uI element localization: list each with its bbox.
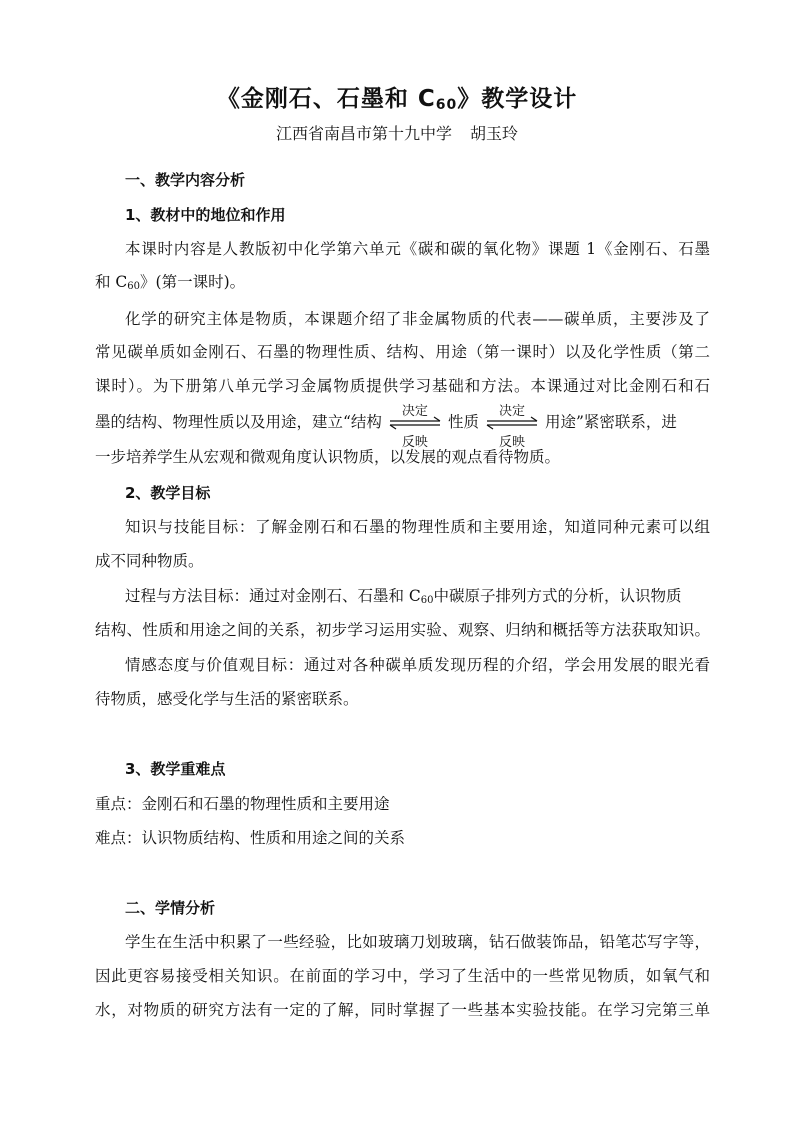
title-text-end: 》教学设计 [457,86,578,112]
paragraph-line-with-arrows: 墨的结构、物理性质以及用途，建立“结构 决定 反映 性质 决定 反映 用途”紧密联系，进 [95,404,677,450]
paragraph-line: 课时）。为下册第八单元学习金属物质提供学习基础和方法。本课通过对比金刚石和石 [95,377,710,395]
author-school: 江西省南昌市第十九中学 [275,124,452,143]
paragraph-line: 成不同种物质。 [95,552,204,570]
title-subscript: 60 [435,97,458,113]
paragraph-line: 本课时内容是人教版初中化学第六单元《碳和碳的氧化物》课题 1《金刚石、石墨 [125,240,710,258]
subheading-teaching-goals: 2、教学目标 [125,484,211,502]
paragraph-line: 化学的研究主体是物质，本课题介绍了非金属物质的代表——碳单质，主要涉及了 [125,310,710,328]
paragraph-line: 结构、性质和用途之间的关系，初步学习运用实验、观察、归纳和概括等方法获取知识。 [95,621,710,639]
author-line [0,121,794,144]
paragraph-line: 学生在生活中积累了一些经验，比如玻璃刀划玻璃，钻石做装饰品，铅笔芯写字等， [125,933,710,951]
paragraph-line: 一步培养学生从宏观和微观角度认识物质，以发展的观点看待物质。 [95,448,561,466]
subheading-key-points: 3、教学重难点 [125,760,226,778]
paragraph-line: 水，对物质的研究方法有一定的了解，同时掌握了一些基本实验技能。在学习完第三单 [95,1001,710,1019]
difficult-point-line: 难点：认识物质结构、性质和用途之间的关系 [95,829,406,847]
paragraph-line: 和 $C_{60}$》(第一课时)。 [95,273,246,292]
paragraph-line: 因此更容易接受相关知识。在前面的学习中，学习了生活中的一些常见物质，如氧气和 [95,967,710,985]
title-text: 《金刚石、石墨和 C [216,86,436,112]
double-arrow-icon: 决定 反映 [485,413,539,433]
section-heading-content-analysis: 一、教学内容分析 [125,171,246,189]
paragraph-line: 情感态度与价值观目标：通过对各种碳单质发现历程的介绍，学会用发展的眼光看 [125,656,710,674]
double-arrow-icon: 决定 反映 [388,413,442,433]
document-title [0,80,794,113]
paragraph-line: 过程与方法目标：通过对金刚石、石墨和 $C_{60}$中碳原子排列方式的分析，认识物质 [125,587,682,606]
section-heading-learner-analysis: 二、学情分析 [125,899,216,917]
paragraph-line: 常见碳单质如金刚石、石墨的物理性质、结构、用途（第一课时）以及化学性质（第二 [95,343,710,361]
key-point-line: 重点：金刚石和石墨的物理性质和主要用途 [95,795,390,813]
subheading-textbook-role: 1、教材中的地位和作用 [125,206,286,224]
paragraph-line: 知识与技能目标：了解金刚石和石墨的物理性质和主要用途，知道同种元素可以组 [125,518,710,536]
paragraph-line: 待物质，感受化学与生活的紧密联系。 [95,690,359,708]
author-name: 胡玉玲 [470,124,519,143]
